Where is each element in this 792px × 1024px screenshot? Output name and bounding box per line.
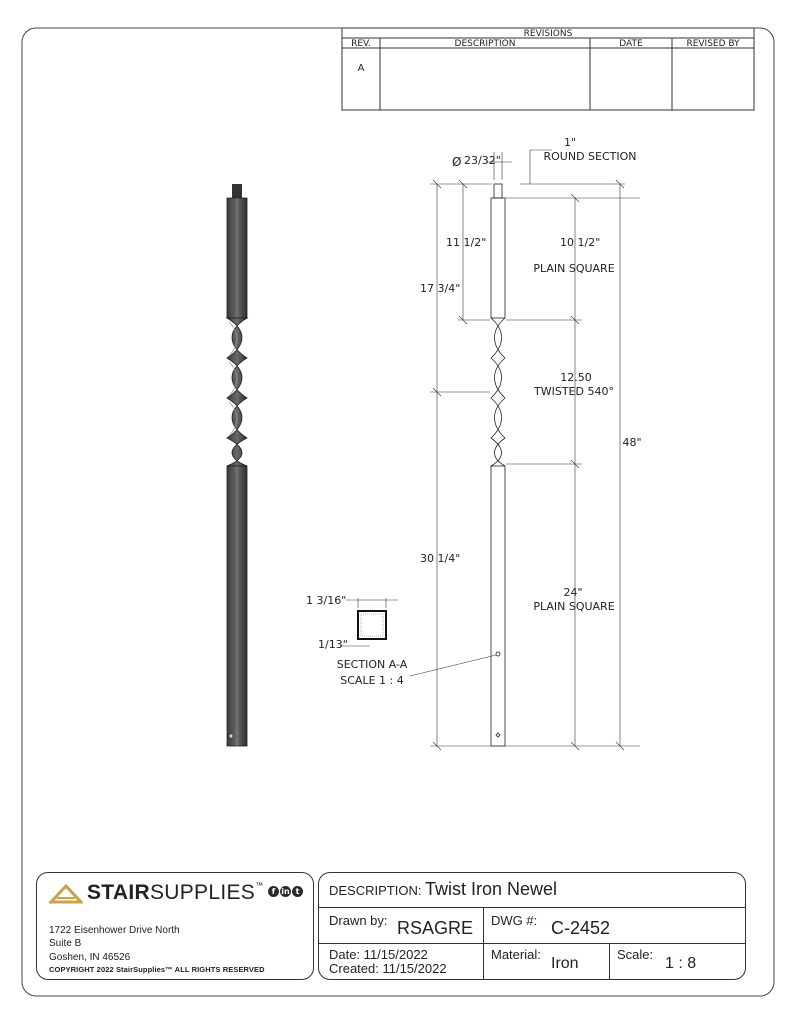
twitter-icon[interactable]: t (292, 886, 303, 897)
revisions-table (342, 28, 754, 110)
section-width-label: 1 3/16" (306, 594, 347, 607)
dwg-label: DWG #: (491, 913, 538, 928)
twist-label: TWISTED 540° (534, 385, 614, 398)
description-label: DESCRIPTION: (329, 883, 422, 898)
linkedin-icon[interactable]: in (281, 887, 290, 896)
section-scale-label: SCALE 1 : 4 (340, 674, 404, 687)
address-line-3: Goshen, IN 46526 (49, 952, 131, 963)
created-line: Created: 11/15/2022 (329, 961, 447, 976)
diameter-label: 23/32" (464, 154, 501, 167)
plain-square-upper-label: PLAIN SQUARE (533, 262, 615, 275)
drawn-by-value: RSAGRE (397, 918, 474, 938)
overall-height-label: 48" (622, 436, 642, 449)
section-a-a-label: SECTION A-A (336, 658, 408, 671)
brand-bold: STAIR (87, 881, 150, 904)
round-section-label: ROUND SECTION (543, 150, 637, 163)
dimension-labels (306, 136, 642, 687)
round-section-top-label: 1" (563, 136, 577, 149)
address-line-1: 1722 Eisenhower Drive North (49, 925, 180, 936)
upper-plain-square-label: 10 1/2" (560, 236, 601, 249)
revised-by-header: REVISED BY (686, 39, 740, 49)
dwg-value: C-2452 (551, 918, 611, 938)
facebook-icon[interactable]: f (268, 886, 279, 897)
newel-tenon (232, 184, 242, 198)
section-wall-label: 1/13" (318, 638, 348, 651)
sheet-border (22, 28, 774, 996)
rev-header: REV. (351, 39, 371, 49)
company-logo (49, 881, 269, 907)
diameter-symbol: Ø (452, 155, 462, 169)
to-center-label: 17 3/4" (420, 282, 461, 295)
date-header: DATE (619, 39, 643, 49)
title-block (318, 872, 746, 980)
upper-square-total-label: 11 1/2" (446, 236, 487, 249)
logo-mark-icon (49, 884, 83, 904)
rev-a-cell: A (357, 63, 365, 74)
drawn-by-label: Drawn by: (329, 913, 388, 928)
social-icons (267, 881, 303, 899)
material-value: Iron (551, 955, 579, 972)
newel-elevation-drawing (491, 184, 505, 746)
brand-trademark: ™ (255, 881, 264, 890)
twist-length-label: 12.50 (560, 371, 592, 384)
scale-value: 1 : 8 (665, 955, 697, 972)
brand-light: SUPPLIES (149, 881, 256, 904)
newel-3d-view (227, 184, 247, 746)
lower-plain-square-label: 24" (563, 586, 583, 599)
scale-label: Scale: (617, 947, 654, 962)
newel-mounting-hole (229, 734, 233, 738)
copyright-text: COPYRIGHT 2022 StairSupplies™ ALL RIGHTS RESERVED (49, 965, 265, 974)
plain-square-lower-label: PLAIN SQUARE (533, 600, 615, 613)
date-line: Date: 11/15/2022 (329, 947, 428, 962)
company-block (36, 872, 314, 980)
address-line-2: Suite B (49, 938, 82, 949)
revisions-title: REVISIONS (523, 29, 573, 39)
description-header: DESCRIPTION (454, 39, 516, 49)
description-value: Twist Iron Newel (425, 879, 558, 899)
material-label: Material: (491, 947, 541, 962)
from-center-label: 30 1/4" (420, 552, 461, 565)
